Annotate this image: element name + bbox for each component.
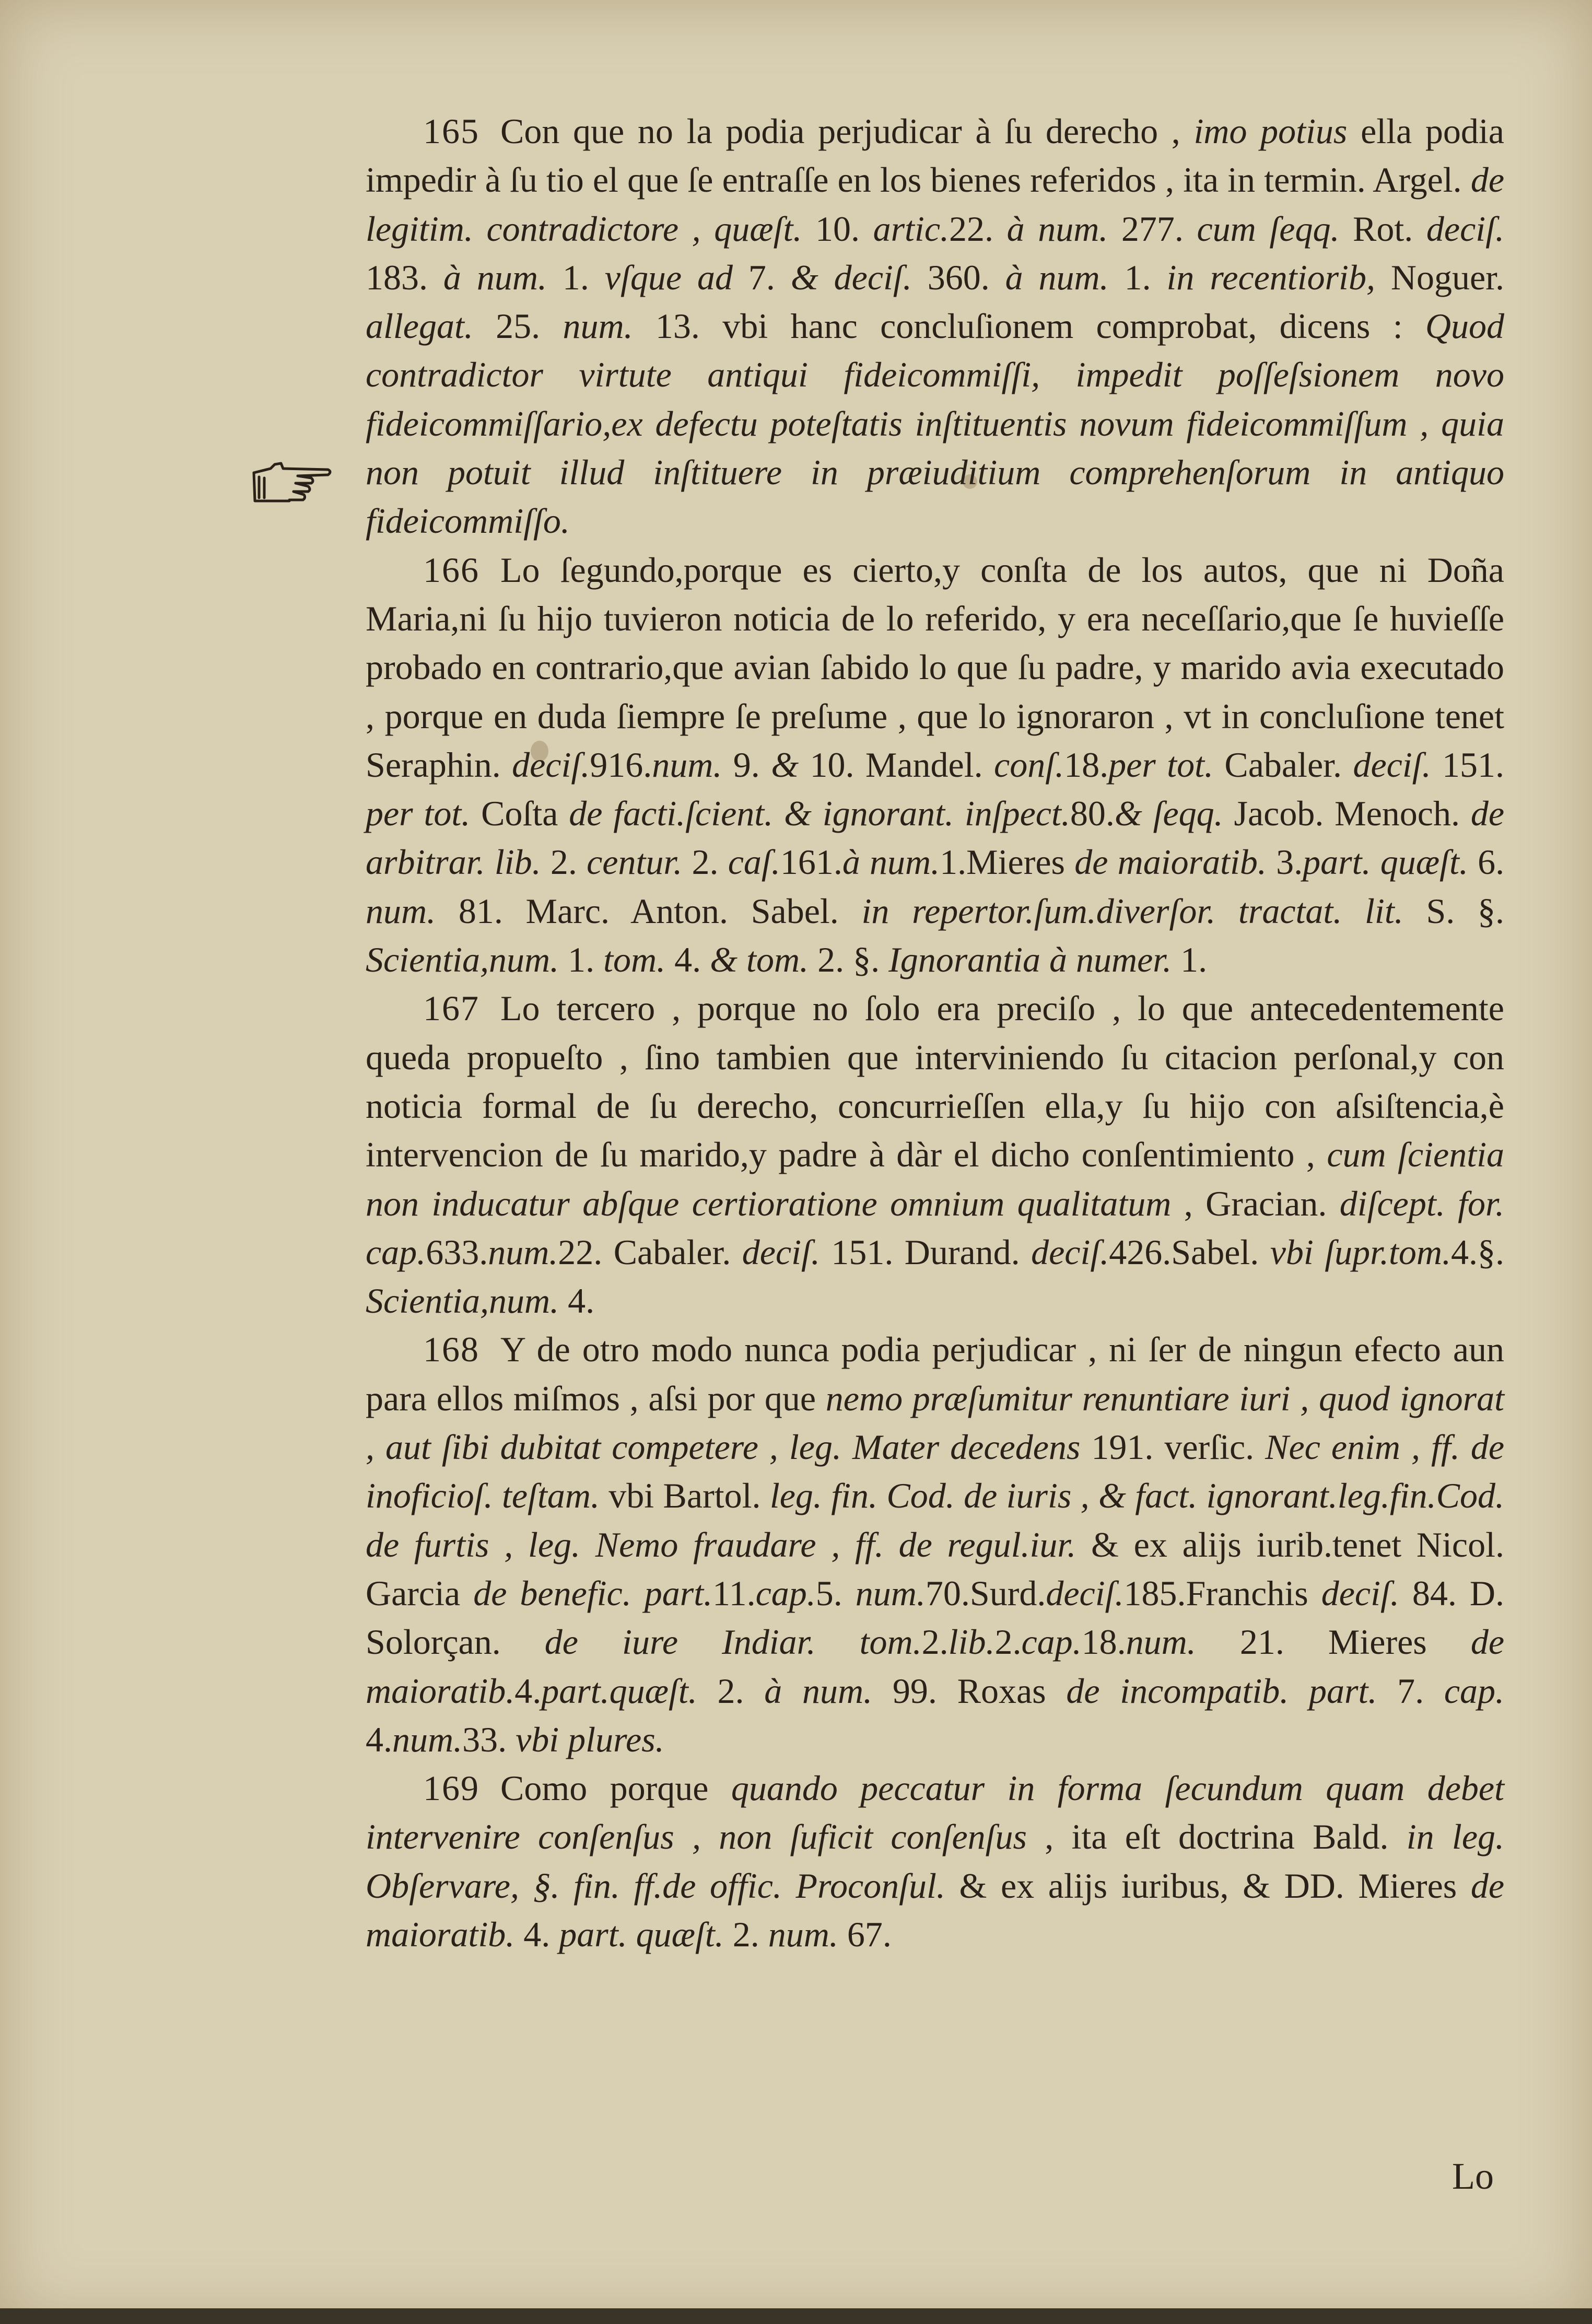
latin-citation-text: & xyxy=(771,744,799,785)
latin-citation-text: conſ. xyxy=(994,744,1064,785)
latin-citation-text: num. xyxy=(652,744,722,785)
body-text: 10. xyxy=(802,208,873,249)
body-text: 22. xyxy=(949,208,1007,249)
latin-citation-text: in leg. Obſervare, §. fin. ff.de offic. Proconſul. xyxy=(366,1817,1504,1906)
paragraph xyxy=(366,1764,1504,1959)
body-text: 1. xyxy=(1172,940,1208,980)
latin-citation-text: cum ſeqq. xyxy=(1197,208,1340,249)
latin-citation-text: caſ. xyxy=(728,842,780,882)
body-text: 1. xyxy=(1108,257,1167,297)
body-text: Jacob. Menoch. xyxy=(1223,793,1471,834)
body-text: & ex alijs iuribus, & DD. Mieres xyxy=(945,1865,1471,1906)
paragraph-number: 167 xyxy=(423,988,479,1029)
body-text: 3. xyxy=(1266,842,1303,882)
body-text: , ita eſt doctrina Bald. xyxy=(1027,1817,1407,1857)
body-text: 185.Franchis xyxy=(1123,1573,1321,1613)
body-text: 5. xyxy=(815,1573,856,1613)
body-text: 360. xyxy=(911,257,1005,297)
latin-citation-text: leg. fin. Cod. de iuris , & fact. ignorant.leg.fin.Cod. de furtis , leg. Nemo fraudare , ff. de regul.iur. xyxy=(366,1476,1504,1564)
body-text: S. §. xyxy=(1403,891,1505,931)
latin-citation-text: & ſeqq. xyxy=(1114,793,1223,834)
body-text: 6. xyxy=(1468,842,1505,882)
body-text: 11. xyxy=(712,1573,756,1613)
latin-citation-text: de iure Indiar. tom. xyxy=(544,1622,922,1662)
latin-citation-text: à num. xyxy=(1005,257,1109,297)
latin-citation-text: Scientia,num. xyxy=(366,940,559,980)
latin-citation-text: de arbitrar. lib. xyxy=(366,793,1505,882)
body-text: 67. xyxy=(838,1914,892,1954)
paragraph xyxy=(366,107,1504,546)
latin-citation-text: & tom. xyxy=(710,940,809,980)
latin-citation-text: de legitim. contradictore , quæſt. xyxy=(366,160,1504,249)
body-text: 4.§. xyxy=(1451,1232,1505,1272)
latin-citation-text: de maioratib. xyxy=(366,1865,1504,1954)
latin-citation-text: imo potius xyxy=(1193,111,1348,151)
body-text: Rot. xyxy=(1339,208,1426,249)
body-text: 4. xyxy=(514,1671,542,1711)
body-text: 4. xyxy=(665,940,710,980)
latin-citation-text: num. xyxy=(768,1914,838,1954)
body-text: Noguer. xyxy=(1375,257,1505,297)
body-text: Como porque xyxy=(500,1768,731,1808)
latin-citation-text: num. xyxy=(1126,1622,1196,1662)
body-text: 70.Surd. xyxy=(925,1573,1046,1613)
body-text: 2. xyxy=(921,1622,949,1662)
latin-citation-text: à num. xyxy=(764,1671,873,1711)
body-text: 151. xyxy=(1431,744,1505,785)
latin-citation-text: part. quæſt. xyxy=(559,1914,724,1954)
body-text: 4. xyxy=(514,1914,559,1954)
latin-citation-text: deciſ. xyxy=(1353,744,1431,785)
latin-citation-text: allegat. xyxy=(366,306,473,346)
body-text: 2. xyxy=(994,1622,1022,1662)
paragraph xyxy=(366,984,1504,1325)
body-text: 13. vbi hanc concluſionem comprobat, dicens : xyxy=(633,306,1425,346)
body-text: 10. Mandel. xyxy=(799,744,994,785)
latin-citation-text: vbi plures. xyxy=(516,1719,664,1759)
text-block xyxy=(366,107,1504,1959)
latin-citation-text: part. quæſt. xyxy=(1303,842,1468,882)
body-text: ella podia impedir à ſu tio el que ſe entraſſe en los bienes referidos , ita in termin. Argel. xyxy=(366,111,1504,200)
body-text: 1. xyxy=(546,257,605,297)
latin-citation-text: Nec enim , ff. de inoficioſ. teſtam. xyxy=(366,1427,1504,1516)
body-text: vbi Bartol. xyxy=(599,1476,770,1516)
body-text: 21. Mieres xyxy=(1196,1622,1471,1662)
latin-citation-text: in recentiorib, xyxy=(1166,257,1375,297)
latin-citation-text: num. xyxy=(366,891,436,931)
body-text: 2. xyxy=(723,1914,768,1954)
body-text: 2. xyxy=(541,842,587,882)
pointing-hand-icon xyxy=(250,457,333,515)
latin-citation-text: per tot. xyxy=(1108,744,1213,785)
body-text: 2. §. xyxy=(809,940,889,980)
body-text: 916. xyxy=(590,744,652,785)
body-text: 633. xyxy=(426,1232,488,1272)
latin-citation-text: de incompatib. part. xyxy=(1066,1671,1377,1711)
paragraph-number: 169 xyxy=(423,1768,479,1808)
latin-citation-text: num. xyxy=(488,1232,558,1272)
body-text: 22. Cabaler. xyxy=(558,1232,742,1272)
body-text: 80. xyxy=(1070,793,1115,834)
body-text: 84. D. Solorçan. xyxy=(366,1573,1505,1662)
body-text: 7. xyxy=(732,257,791,297)
body-text: 1.Mieres xyxy=(940,842,1075,882)
latin-citation-text: centur. xyxy=(587,842,683,882)
latin-citation-text: in repertor.ſum.diverſor. tractat. lit. xyxy=(861,891,1403,931)
latin-citation-text: deciſ. xyxy=(1031,1232,1109,1272)
latin-citation-text: à num. xyxy=(842,842,940,882)
body-text: 99. Roxas xyxy=(872,1671,1067,1711)
body-text: 81. Marc. Anton. Sabel. xyxy=(436,891,862,931)
latin-citation-text: lib. xyxy=(948,1622,995,1662)
latin-citation-text: de benefic. part. xyxy=(473,1573,713,1613)
latin-citation-text: Ignorantia à numer. xyxy=(888,940,1172,980)
body-text: Lo tercero , porque no ſolo era preciſo , lo que antecedentemente queda propueſto , ſino tambien que interviniendo ſu citacion perſonal,y con noticia formal de ſu derecho, concurrieſſen ella,y ſu hijo con aſsiſtencia,è intervencion de ſu marido,y padre à dàr el dicho conſentimiento , xyxy=(366,988,1504,1175)
latin-citation-text: deciſ. xyxy=(1426,208,1505,249)
body-text: 9. xyxy=(722,744,771,785)
latin-citation-text: cum ſcientia non inducatur abſque certioratione omnium qualitatum xyxy=(366,1135,1504,1223)
body-text: , Gracian. xyxy=(1171,1183,1340,1223)
latin-citation-text: nemo præſumitur renuntiare iuri , quod ignorat , aut ſibi dubitat competere , leg. Mater decedens xyxy=(366,1378,1504,1467)
body-text: 25. xyxy=(473,306,563,346)
paragraph-number: 166 xyxy=(423,550,479,590)
body-text: 18. xyxy=(1081,1622,1126,1662)
latin-citation-text: quando peccatur in forma ſecundum quam debet intervenire conſenſus , non ſuficit conſenſus xyxy=(366,1768,1504,1857)
latin-citation-text: cap. xyxy=(1021,1622,1082,1662)
body-text: & ex alijs iurib.tenet Nicol. Garcia xyxy=(366,1524,1504,1613)
latin-citation-text: & deciſ. xyxy=(790,257,912,297)
paragraph xyxy=(366,1325,1504,1764)
body-text: 151. Durand. xyxy=(820,1232,1032,1272)
latin-citation-text: à num. xyxy=(443,257,547,297)
body-text: 191. verſic. xyxy=(1080,1427,1266,1467)
body-text: Cabaler. xyxy=(1213,744,1353,785)
latin-citation-text: Scientia,num. xyxy=(366,1281,559,1321)
body-text: 7. xyxy=(1377,1671,1444,1711)
body-text: 2. xyxy=(682,842,728,882)
catchword: Lo xyxy=(1452,2155,1494,2197)
latin-citation-text: cap. xyxy=(755,1573,816,1613)
latin-citation-text: vbi ſupr.tom. xyxy=(1270,1232,1451,1272)
latin-citation-text: de facti.ſcient. & ignorant. inſpect. xyxy=(569,793,1070,834)
latin-citation-text: deciſ. xyxy=(512,744,590,785)
latin-citation-text: part.quæſt. xyxy=(541,1671,697,1711)
paragraph-number: 165 xyxy=(423,111,479,151)
body-text: 183. xyxy=(366,257,443,297)
paragraph xyxy=(366,546,1504,985)
latin-citation-text: Quod contradictor virtute antiqui fideicommiſſi, impedit poſſeſsionem novo fideicommiſſario,ex defectu poteſtatis inſtituentis novum fideicommiſſum , quia non potuit illud inſtituere in præiuditium comprehenſorum in antiquo fideicommiſſo. xyxy=(366,306,1505,541)
body-text: 18. xyxy=(1064,744,1109,785)
latin-citation-text: deciſ. xyxy=(742,1232,820,1272)
latin-citation-text: per tot. xyxy=(366,793,471,834)
paragraph-number: 168 xyxy=(423,1329,479,1370)
latin-citation-text: artic. xyxy=(873,208,950,249)
body-text: 2. xyxy=(697,1671,765,1711)
body-text: 4. xyxy=(559,1281,595,1321)
body-text: Y de otro modo nunca podia perjudicar , ni ſer de ningun efecto aun para ellos miſmos , aſsi por que xyxy=(366,1329,1504,1418)
latin-citation-text: num. xyxy=(563,306,633,346)
latin-citation-text: diſcept. for. cap. xyxy=(366,1183,1504,1272)
body-text: 1. xyxy=(559,940,604,980)
latin-citation-text: de maioratib. xyxy=(366,1622,1504,1711)
latin-citation-text: à num. xyxy=(1006,208,1108,249)
body-text: 277. xyxy=(1108,208,1197,249)
body-text: Coſta xyxy=(470,793,569,834)
latin-citation-text: vſque ad xyxy=(604,257,733,297)
latin-citation-text: num. xyxy=(392,1719,463,1759)
body-text: 426.Sabel. xyxy=(1109,1232,1270,1272)
body-text: 33. xyxy=(462,1719,516,1759)
latin-citation-text: de maioratib. xyxy=(1074,842,1267,882)
body-text: 161. xyxy=(780,842,842,882)
latin-citation-text: tom. xyxy=(603,940,666,980)
latin-citation-text: cap. xyxy=(1444,1671,1505,1711)
latin-citation-text: deciſ. xyxy=(1321,1573,1399,1613)
latin-citation-text: deciſ. xyxy=(1046,1573,1124,1613)
latin-citation-text: num. xyxy=(855,1573,926,1613)
body-text: 4. xyxy=(366,1719,392,1759)
body-text: Lo ſegundo,porque es cierto,y conſta de los autos, que ni Doña Maria,ni ſu hijo tuvieron noticia de lo referido, y era neceſſario,que ſe huvieſſe probado en contrario,que avian ſabido lo que ſu padre, y marido avia executado , porque en duda ſiempre ſe preſume , que lo ignoraron , vt in concluſione tenet Seraphin. xyxy=(366,550,1504,785)
body-text: Con que no la podia perjudicar à ſu derecho , xyxy=(500,111,1194,151)
